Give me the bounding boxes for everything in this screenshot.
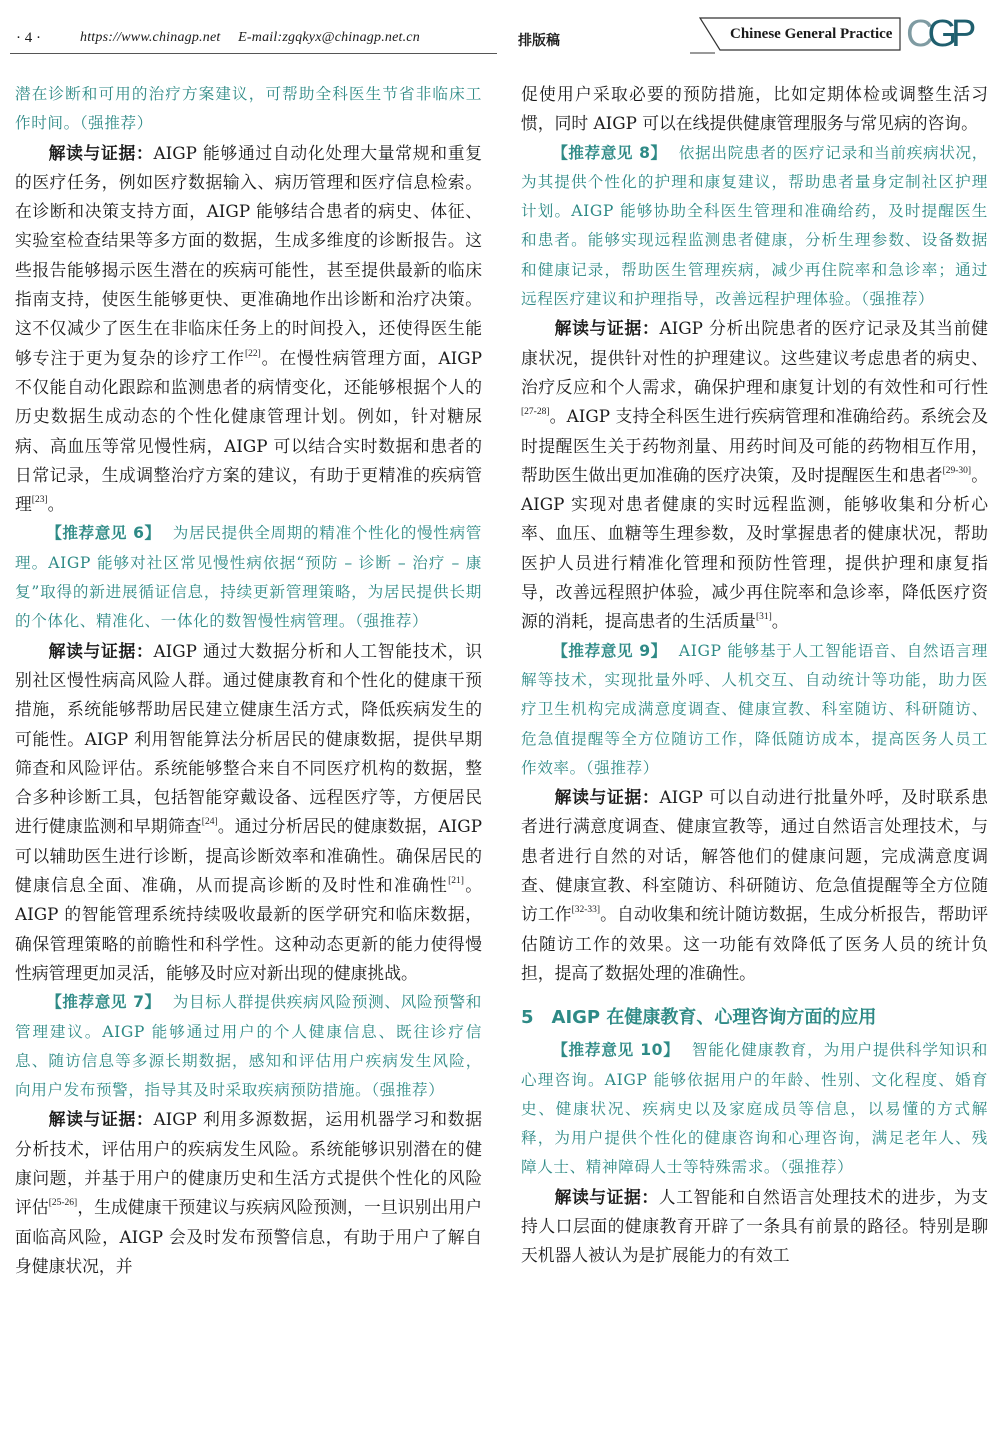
evidence-label: 解读与证据：	[48, 640, 154, 661]
evidence-label: 解读与证据：	[554, 318, 660, 339]
evidence-text: AIGP 可以自动进行批量外呼，及时联系患者进行满意度调查、健康宣教等，通过自然语言处理技术，与患者进行自然的对话，解答他们的健康问题，完成满意度调查、健康宣教、科室随访、科研随访、危急值提醒等全方位随访工作	[521, 787, 988, 925]
evidence-label: 解读与证据：	[48, 142, 154, 163]
evidence-paragraph	[15, 1105, 482, 1281]
recommendation-text: 依据出院患者的医疗记录和当前疾病状况，为其提供个性化的护理和康复建议，帮助患者量身定制社区护理计划。AIGP 能够协助全科医生管理和准确给药，及时提醒医生和患者。能够实现远程监测患者健康，分析生理参数、设备数据和健康记录，帮助医生管理疾病，减少再住院率和急诊率；通过远程医疗建议和护理指导，改善远程护理体验。（强推荐）	[521, 143, 989, 309]
evidence-text: 。	[47, 494, 65, 515]
evidence-label: 解读与证据：	[554, 787, 660, 808]
recommendation-text: 为居民提供全周期的精准个性化的慢性病管理。AIGP 能够对社区常见慢性病依据“预防 – 诊断 – 治疗 – 康复”取得的新进展循证信息，持续更新管理策略，为居民提供长期的个体化、精准化、一体化的数智慢性病管理。（强推荐）	[15, 524, 483, 631]
recommendation-text: AIGP 能够基于人工智能语音、自然语言理解等技术，实现批量外呼、人机交互、自动统计等功能，助力医疗卫生机构完成满意度调查、健康宣教、科室随访、科研随访、危急值提醒等全方位随访工作，降低随访成本，提高医务人员工作效率。（强推荐）	[521, 641, 988, 777]
evidence-paragraph	[521, 314, 988, 636]
journal-url[interactable]: https://www.chinagp.net	[80, 30, 221, 45]
recommendation-tag: 【推荐意见 8】	[552, 143, 667, 162]
recommendation-tag: 【推荐意见 10】	[552, 1041, 680, 1060]
page-header	[0, 0, 1000, 66]
citation[interactable]: [32-33]	[571, 905, 601, 916]
recommendation-tag: 【推荐意见 6】	[46, 524, 161, 543]
evidence-text: 。	[771, 611, 789, 632]
journal-name: Chinese General Practice	[730, 26, 893, 42]
typeset-status: 排版稿	[518, 33, 560, 49]
section-gap	[521, 988, 988, 1000]
citation[interactable]: [21]	[448, 876, 464, 887]
recommendation-5-tail: 潜在诊断和可用的治疗方案建议，可帮助全科医生节省非临床工作时间。（强推荐）	[15, 85, 482, 133]
contact-line	[80, 30, 420, 46]
evidence-label: 解读与证据：	[554, 1186, 659, 1207]
recommendation-9	[521, 637, 988, 783]
citation[interactable]: [27-28]	[521, 407, 550, 418]
evidence-label: 解读与证据：	[48, 1109, 154, 1130]
recommendation-10	[521, 1036, 988, 1182]
evidence-text: AIGP 分析出院患者的医疗记录及其当前健康状况，提供针对性的护理建议。这些建议考虑患者的病史、治疗反应和个人需求，确保护理和康复计划的有效性和可行性	[521, 318, 988, 397]
evidence-text: 。AIGP 实现对患者健康的实时远程监测，能够收集和分析心率、血压、血糖等生理参数，及时掌握患者的健康状况，帮助医护人员进行精准化管理和预防性管理，提供护理和康复指导，改善远程照护体验，减少再住院率和急诊率，降低医疗资源的消耗，提高患者的生活质量	[521, 464, 988, 632]
evidence-text: 。AIGP 支持全科医生进行疾病管理和准确给药。系统会及时提醒医生关于药物剂量、用药时间及可能的药物相互作用，帮助医生做出更加准确的医疗决策，及时提醒医生和患者	[521, 406, 988, 485]
evidence-paragraph	[15, 139, 482, 520]
citation[interactable]: [29-30]	[942, 465, 972, 476]
page-number: · 4 ·	[16, 30, 41, 46]
evidence-continuation: 促使用户采取必要的预防措施，比如定期体检或调整生活习惯，同时 AIGP 可以在线提供健康管理服务与常见病的咨询。	[521, 84, 988, 134]
evidence-text: 。在慢性病管理方面，AIGP 不仅能自动化跟踪和监测患者的病情变化，还能够根据个人的历史数据生成动态的个性化健康管理计划。例如，针对糖尿病、高血压等常见慢性病，AIGP 可以结合实时数据和患者的日常记录，生成调整治疗方案的建议，有助于更精准的疾病管理	[15, 347, 482, 515]
evidence-text: 。自动收集和统计随访数据，生成分析报告，帮助评估随访工作的效果。这一功能有效降低了医务人员的统计负担，提高了数据处理的准确性。	[521, 904, 988, 983]
evidence-text: 。通过分析居民的健康数据，AIGP 可以辅助医生进行诊断，提高诊断效率和准确性。确保居民的健康信息全面、准确，从而提高诊断的及时性和准确性	[15, 816, 482, 896]
recommendation-8	[521, 139, 988, 315]
recommendation-7	[15, 988, 482, 1105]
evidence-text: 。AIGP 的智能管理系统持续吸收最新的医学研究和临床数据，确保管理策略的前瞻性和科学性。这种动态更新的能力使得慢性病管理更加灵活，能够及时应对新出现的健康挑战。	[15, 875, 482, 983]
evidence-text: ，生成健康干预建议与疾病风险预测，一旦识别出用户面临高风险，AIGP 会及时发布预警信息，有助于用户了解自身健康状况，并	[15, 1197, 482, 1276]
evidence-text: AIGP 通过大数据分析和人工智能技术，识别社区慢性病高风险人群。通过健康教育和个性化的健康干预措施，系统能够帮助居民建立健康生活方式，降低疾病发生的可能性。AIGP 利用智能算法分析居民的健康数据，提供早期筛查和风险评估。系统能够整合来自不同医疗机构的数据，整合多种诊断工具，包括智能穿戴设备、远程医疗等，方便居民进行健康监测和早期筛查	[15, 640, 482, 837]
evidence-text: 人工智能和自然语言处理技术的进步，为支持人口层面的健康教育开辟了一条具有前景的路径。特别是聊天机器人被认为是扩展能力的有效工	[521, 1186, 988, 1266]
citation[interactable]: [31]	[755, 612, 772, 623]
right-column	[521, 80, 988, 1271]
evidence-paragraph	[521, 1183, 988, 1271]
header-rule	[10, 53, 497, 54]
recommendation-text: 智能化健康教育，为用户提供科学知识和心理咨询。AIGP 能够依据用户的年龄、性别、文化程度、婚育史、健康状况、疾病史以及家庭成员等信息，以易懂的方式解释，为用户提供个性化的健康咨询和心理咨询，满足老年人、残障人士、精神障碍人士等特殊需求。（强推荐）	[521, 1041, 988, 1177]
cgp-logo: CGP	[906, 13, 971, 55]
recommendation-text: 为目标人群提供疾病风险预测、风险预警和管理建议。AIGP 能够通过用户的个人健康信息、既往诊疗信息、随访信息等多源长期数据，感知和评估用户疾病发生风险，向用户发布预警，指导其及时采取疾病预防措施。（强推荐）	[15, 993, 483, 1100]
citation[interactable]: [22]	[244, 348, 261, 359]
citation[interactable]: [24]	[201, 817, 218, 828]
recommendation-6	[15, 519, 482, 636]
evidence-paragraph	[521, 783, 988, 988]
citation[interactable]: [23]	[31, 495, 48, 506]
left-column	[15, 80, 482, 1281]
evidence-text: AIGP 能够通过自动化处理大量常规和重复的医疗任务，例如医疗数据输入、病历管理和医疗信息检索。在诊断和决策支持方面，AIGP 能够结合患者的病史、体征、实验室检查结果等多方面的数据，生成多维度的诊断报告。这些报告能够揭示医生潜在的疾病可能性，甚至提供最新的临床指南支持，使医生能够更快、更准确地作出诊断和治疗决策。这不仅减少了医生在非临床任务上的时间投入，还使得医生能够专注于更为复杂的诊疗工作	[15, 142, 482, 368]
section-5-heading: 5 AIGP 在健康教育、心理咨询方面的应用	[521, 1007, 877, 1029]
citation[interactable]: [25-26]	[48, 1198, 78, 1209]
recommendation-tag: 【推荐意见 9】	[552, 641, 667, 660]
journal-email[interactable]: E-mail:zgqkyx@chinagp.net.cn	[238, 30, 420, 45]
evidence-paragraph	[15, 637, 482, 989]
evidence-text: AIGP 利用多源数据，运用机器学习和数据分析技术，评估用户的疾病发生风险。系统能够识别潜在的健康问题，并基于用户的健康历史和生活方式提供个性化的风险评估	[15, 1109, 482, 1218]
recommendation-tag: 【推荐意见 7】	[46, 993, 161, 1012]
